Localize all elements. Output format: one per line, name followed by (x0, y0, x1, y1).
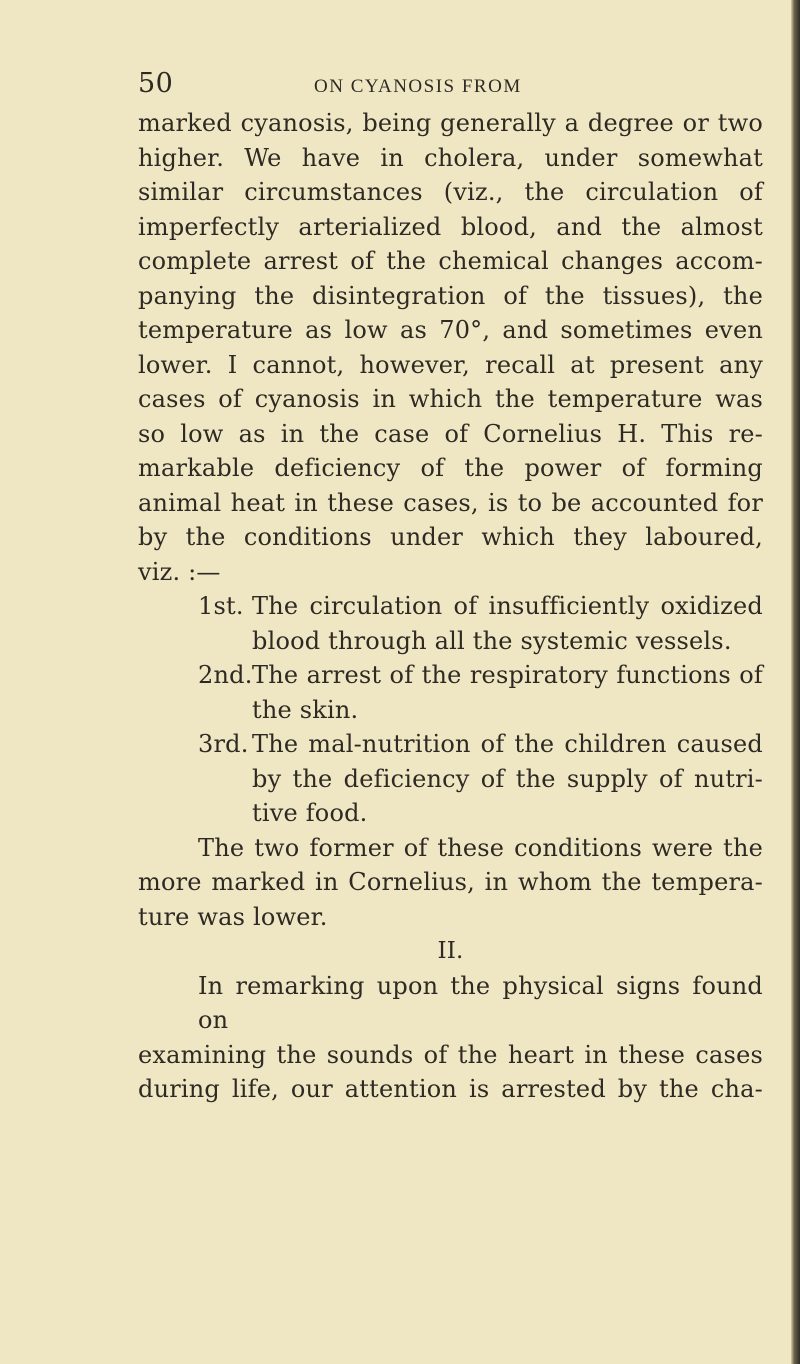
text-line: ture was lower. (138, 902, 328, 931)
condition-item (138, 658, 763, 727)
condition-text: The circulation of insufficiently oxidized (252, 592, 763, 620)
condition-text: The mal-nutrition of the children caused (252, 730, 763, 758)
condition-line: blood through all the systemic vessels. (252, 626, 732, 655)
text-line: higher. We have in cholera, under somewhat (138, 143, 763, 172)
text-line: viz. :— (138, 557, 221, 586)
paragraph-1 (138, 106, 763, 589)
paragraph-2 (138, 831, 763, 935)
text-line: so low as in the case of Cornelius H. This re- (138, 419, 763, 448)
text-line: In remarking upon the physical signs found on (198, 971, 763, 1034)
text-line: temperature as low as 70°, and sometimes even (138, 316, 763, 344)
condition-label: 1st. (198, 592, 244, 620)
text-line: examining the sounds of the heart in these cases (138, 1040, 763, 1069)
conditions-list (138, 589, 763, 831)
paragraph-3 (138, 969, 763, 1107)
section-heading: II. (437, 938, 464, 964)
condition-first-line (138, 658, 763, 693)
condition-line: tive food. (252, 799, 368, 827)
text-line: marked cyanosis, being generally a degree or two (138, 109, 763, 137)
body-text (138, 106, 763, 1107)
condition-label: 3rd. (198, 730, 249, 758)
page-header (138, 66, 758, 106)
condition-line: the skin. (252, 695, 359, 724)
condition-label: 2nd. (198, 661, 253, 689)
page-edge (791, 0, 800, 1364)
text-line: panying the disintegration of the tissues), the (138, 281, 763, 310)
text-line: lower. I cannot, however, recall at present any (138, 350, 763, 379)
condition-line: by the deficiency of the supply of nutri- (252, 764, 763, 793)
text-line: complete arrest of the chemical changes accom- (138, 247, 763, 275)
text-line: imperfectly arterialized blood, and the almost (138, 212, 763, 241)
condition-first-line (138, 727, 763, 762)
text-line: more marked in Cornelius, in whom the tempera- (138, 868, 763, 896)
running-head: ON CYANOSIS FROM (314, 76, 522, 97)
condition-item (138, 589, 763, 658)
text-line: by the conditions under which they laboured, (138, 523, 763, 551)
condition-first-line (138, 589, 763, 624)
text-line: similar circumstances (viz., the circulation of (138, 178, 763, 206)
text-line: cases of cyanosis in which the temperature was (138, 385, 763, 413)
page-number: 50 (138, 68, 174, 99)
text-line: during life, our attention is arrested by the cha- (138, 1075, 763, 1103)
text-line: animal heat in these cases, is to be accounted for (138, 488, 763, 517)
condition-text: The arrest of the respiratory functions of (252, 661, 763, 689)
text-line: markable deficiency of the power of forming (138, 454, 763, 482)
text-line: The two former of these conditions were the (198, 833, 763, 862)
condition-item (138, 727, 763, 831)
